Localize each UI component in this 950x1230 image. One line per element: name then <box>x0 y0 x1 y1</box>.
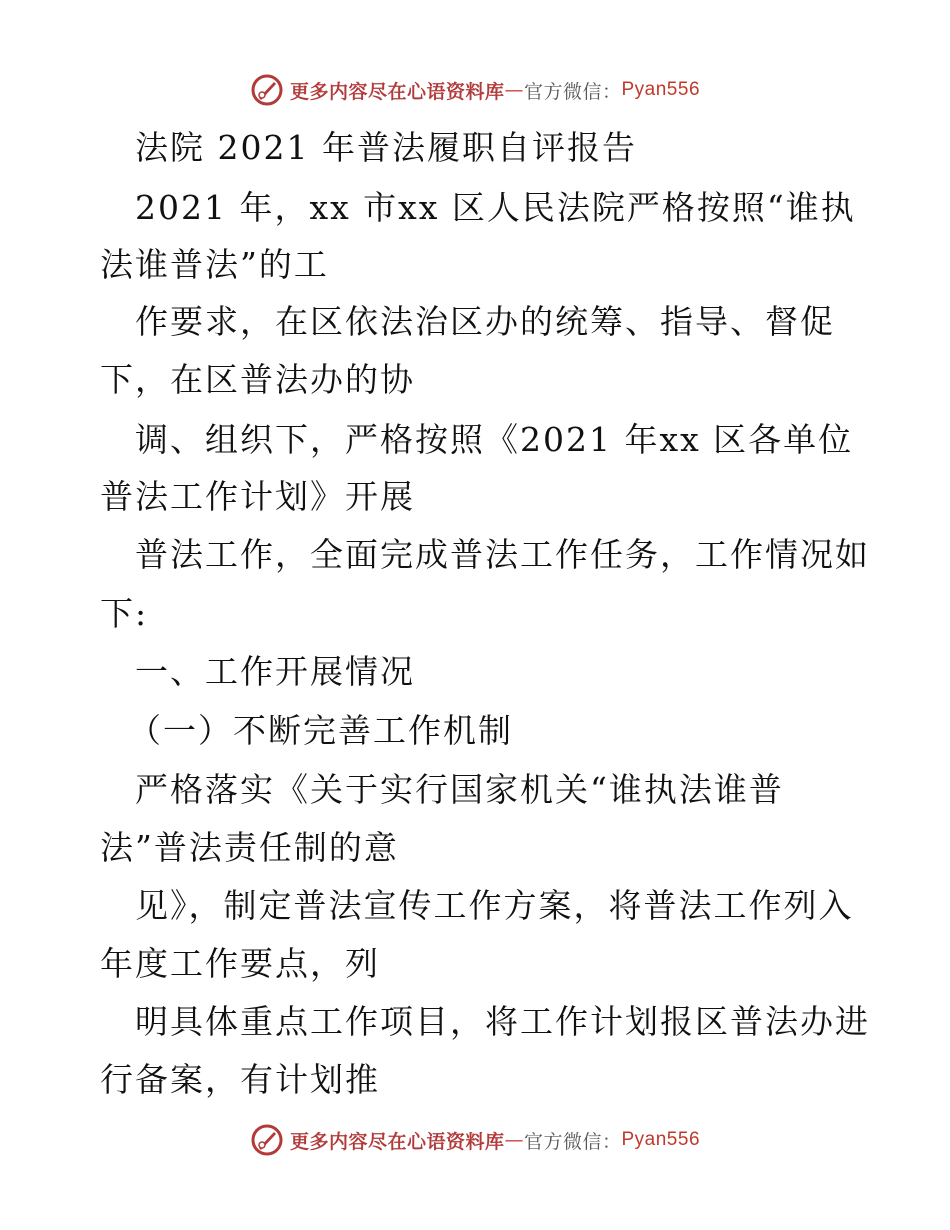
watermark-site-name: 更多内容尽在心语资料库 <box>289 1130 505 1153</box>
paragraph-line: 年度工作要点，列 <box>100 944 380 983</box>
paragraph-line: 严格落实《关于实行国家机关“谁执法谁普 <box>135 770 784 809</box>
paragraph-line: 下，在区普法办的协 <box>100 360 415 399</box>
paragraph-line: 调、组织下，严格按照《2021 年xx 区各单位 <box>135 420 854 459</box>
watermark-separator: — <box>504 79 524 101</box>
paragraph-line: 2021 年，xx 市xx 区人民法院严格按照“谁执 <box>135 188 856 227</box>
paragraph-line: 见》，制定普法宣传工作方案，将普法工作列入 <box>135 886 854 925</box>
paragraph-line: 普法工作，全面完成普法工作任务，工作情况如 <box>135 535 870 574</box>
quill-logo-icon <box>250 73 284 107</box>
watermark-header <box>0 72 950 108</box>
paragraph-line: 明具体重点工作项目，将工作计划报区普法办进 <box>135 1002 870 1041</box>
watermark-label: 官方微信： <box>523 80 622 103</box>
watermark-separator: — <box>504 1129 524 1151</box>
watermark-wechat-id: Pyan556 <box>621 1129 701 1150</box>
watermark-label: 官方微信： <box>523 1130 622 1153</box>
paragraph-line: 下: <box>100 594 149 633</box>
paragraph-line: 行备案，有计划推 <box>100 1060 380 1099</box>
paragraph-line: 作要求，在区依法治区办的统筹、指导、督促 <box>135 302 835 341</box>
paragraph-line: 普法工作计划》开展 <box>100 477 415 516</box>
subsection-heading: （一）不断完善工作机制 <box>128 711 513 750</box>
section-heading: 一、工作开展情况 <box>135 652 415 691</box>
watermark-footer <box>0 1122 950 1158</box>
paragraph-line: 法谁普法”的工 <box>100 245 329 284</box>
quill-logo-icon <box>250 1123 284 1157</box>
watermark-wechat-id: Pyan556 <box>621 79 701 100</box>
paragraph-line: 法”普法责任制的意 <box>100 828 399 867</box>
watermark-site-name: 更多内容尽在心语资料库 <box>289 80 505 103</box>
document-title: 法院 2021 年普法履职自评报告 <box>135 128 637 167</box>
